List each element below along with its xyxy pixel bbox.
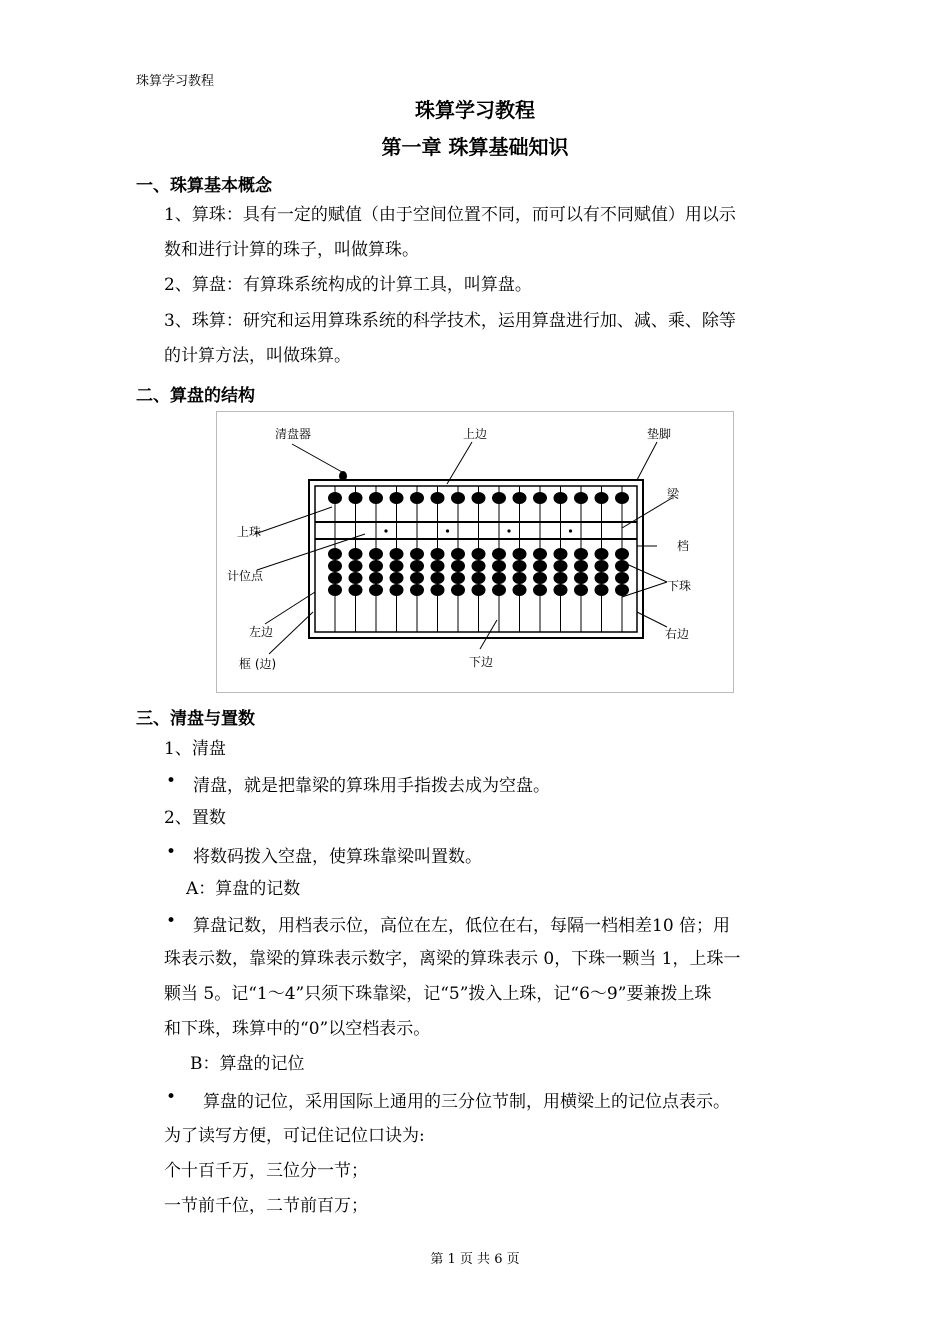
section-3-heading: 三、清盘与置数 bbox=[136, 709, 255, 729]
lower-bead bbox=[472, 572, 486, 584]
bullet-dot: • bbox=[166, 842, 177, 862]
sec3-subA-bullet: 算盘记数，用档表示位，高位在左，低位在右，每隔一档相差10 倍；用 bbox=[193, 916, 731, 936]
upper-bead bbox=[492, 492, 506, 504]
running-header: 珠算学习教程 bbox=[136, 74, 215, 89]
sec1-item1-line1: 1、算珠：具有一定的赋值（由于空间位置不同，而可以有不同赋值）用以示 bbox=[164, 205, 736, 225]
upper-bead bbox=[554, 492, 568, 504]
lower-bead bbox=[472, 560, 486, 572]
lower-bead bbox=[554, 548, 568, 560]
lower-bead bbox=[328, 560, 342, 572]
lower-bead bbox=[595, 584, 609, 596]
label-shangzhu: 上珠 bbox=[237, 525, 262, 539]
label-youbian: 右边 bbox=[665, 627, 690, 641]
lower-bead bbox=[328, 584, 342, 596]
lower-bead bbox=[431, 560, 445, 572]
label-xiazhu: 下珠 bbox=[667, 579, 692, 593]
chapter-title: 第一章 珠算基础知识 bbox=[381, 135, 569, 159]
lower-bead bbox=[615, 548, 629, 560]
lower-bead bbox=[390, 560, 404, 572]
lower-bead bbox=[410, 548, 424, 560]
lower-bead bbox=[369, 560, 383, 572]
sec3-line-a: 为了读写方便，可记住记位口诀为: bbox=[164, 1126, 425, 1146]
upper-bead bbox=[328, 492, 342, 504]
lower-bead bbox=[431, 584, 445, 596]
label-liang: 梁 bbox=[667, 487, 680, 501]
lower-bead bbox=[410, 560, 424, 572]
label-kuang: 框 (边) bbox=[239, 657, 277, 671]
lower-bead bbox=[554, 584, 568, 596]
lower-bead bbox=[554, 560, 568, 572]
abacus-diagram bbox=[217, 412, 733, 692]
lower-bead bbox=[431, 572, 445, 584]
sec1-item3-line1: 3、珠算：研究和运用算珠系统的科学技术，运用算盘进行加、减、乘、除等 bbox=[164, 311, 736, 331]
label-dang: 档 bbox=[677, 539, 690, 553]
lower-bead bbox=[595, 560, 609, 572]
sec3-subA-line4: 和下珠，珠算中的“0”以空档表示。 bbox=[164, 1019, 431, 1039]
lower-bead bbox=[492, 560, 506, 572]
lower-bead bbox=[513, 584, 527, 596]
doc-title: 珠算学习教程 bbox=[415, 98, 535, 122]
upper-bead bbox=[595, 492, 609, 504]
lower-bead bbox=[595, 548, 609, 560]
sec3-subA-line3: 颗当 5。记“1～4”只须下珠靠梁，记“5”拨入上珠，记“6～9”要兼拨上珠 bbox=[164, 984, 712, 1004]
sec3-subA-line2: 珠表示数，靠梁的算珠表示数字，离梁的算珠表示 0，下珠一颗当 1，上珠一 bbox=[164, 949, 741, 969]
lower-bead bbox=[390, 572, 404, 584]
lower-bead bbox=[472, 548, 486, 560]
sec3-line-b: 个十百千万，三位分一节； bbox=[164, 1161, 368, 1181]
lower-bead bbox=[574, 572, 588, 584]
position-dot bbox=[569, 529, 572, 532]
label-dianjiao: 垫脚 bbox=[647, 427, 672, 441]
lower-bead bbox=[410, 572, 424, 584]
lower-bead bbox=[390, 548, 404, 560]
lower-bead bbox=[615, 584, 629, 596]
upper-bead bbox=[574, 492, 588, 504]
lower-bead bbox=[349, 572, 363, 584]
upper-bead bbox=[390, 492, 404, 504]
label-xiabian: 下边 bbox=[469, 655, 494, 669]
lower-bead bbox=[369, 584, 383, 596]
lower-bead bbox=[533, 584, 547, 596]
sec3-line-c: 一节前千位，二节前百万； bbox=[164, 1196, 368, 1216]
lower-bead bbox=[533, 560, 547, 572]
sec3-sub2: 2、置数 bbox=[164, 808, 226, 828]
lower-bead bbox=[492, 548, 506, 560]
lower-bead bbox=[595, 572, 609, 584]
upper-bead bbox=[472, 492, 486, 504]
lower-bead bbox=[349, 584, 363, 596]
upper-bead bbox=[431, 492, 445, 504]
lower-bead bbox=[328, 572, 342, 584]
label-shangbian: 上边 bbox=[463, 427, 488, 441]
section-2-heading: 二、算盘的结构 bbox=[136, 386, 255, 406]
section-1-heading: 一、珠算基本概念 bbox=[136, 176, 272, 196]
sec1-item2: 2、算盘：有算珠系统构成的计算工具，叫算盘。 bbox=[164, 275, 532, 295]
sec3-subB: B：算盘的记位 bbox=[190, 1054, 305, 1074]
sec3-sub1: 1、清盘 bbox=[164, 739, 226, 759]
lower-bead bbox=[513, 548, 527, 560]
lower-bead bbox=[390, 584, 404, 596]
label-jiweidian: 计位点 bbox=[227, 569, 264, 583]
position-dot bbox=[507, 529, 510, 532]
label-zuobian: 左边 bbox=[249, 625, 274, 639]
lower-bead bbox=[451, 548, 465, 560]
page-footer: 第 1 页 共 6 页 bbox=[430, 1252, 520, 1267]
lower-bead bbox=[369, 548, 383, 560]
bullet-dot: • bbox=[166, 911, 177, 931]
position-dot bbox=[446, 529, 449, 532]
lower-bead bbox=[533, 572, 547, 584]
sec1-item3-line2: 的计算方法，叫做珠算。 bbox=[164, 346, 351, 366]
lower-bead bbox=[513, 560, 527, 572]
upper-bead bbox=[451, 492, 465, 504]
sec3-subB-bullet: 算盘的记位，采用国际上通用的三分位节制，用横梁上的记位点表示。 bbox=[203, 1092, 730, 1112]
upper-bead bbox=[410, 492, 424, 504]
lower-bead bbox=[431, 548, 445, 560]
lower-bead bbox=[451, 572, 465, 584]
bullet-dot: • bbox=[166, 1087, 177, 1107]
lower-bead bbox=[451, 560, 465, 572]
lower-bead bbox=[349, 548, 363, 560]
abacus-figure bbox=[216, 411, 734, 693]
lower-bead bbox=[574, 560, 588, 572]
lower-bead bbox=[615, 560, 629, 572]
position-dot bbox=[384, 529, 387, 532]
upper-bead bbox=[369, 492, 383, 504]
sec1-item1-line2: 数和进行计算的珠子，叫做算珠。 bbox=[164, 240, 419, 260]
lower-bead bbox=[615, 572, 629, 584]
sec3-subA: A：算盘的记数 bbox=[186, 879, 301, 899]
lower-bead bbox=[513, 572, 527, 584]
lower-bead bbox=[369, 572, 383, 584]
upper-bead bbox=[513, 492, 527, 504]
lower-bead bbox=[472, 584, 486, 596]
lower-bead bbox=[328, 548, 342, 560]
lower-bead bbox=[410, 584, 424, 596]
label-qingpanqi: 清盘器 bbox=[275, 427, 312, 441]
lower-bead bbox=[574, 548, 588, 560]
lower-bead bbox=[533, 548, 547, 560]
upper-bead bbox=[349, 492, 363, 504]
lower-bead bbox=[492, 584, 506, 596]
upper-bead bbox=[615, 492, 629, 504]
upper-bead bbox=[533, 492, 547, 504]
lower-bead bbox=[554, 572, 568, 584]
lower-bead bbox=[349, 560, 363, 572]
lower-bead bbox=[574, 584, 588, 596]
sec3-sub1-bullet: 清盘，就是把靠梁的算珠用手指拨去成为空盘。 bbox=[193, 776, 550, 796]
sec3-sub2-bullet: 将数码拨入空盘，使算珠靠梁叫置数。 bbox=[193, 847, 482, 867]
lower-bead bbox=[451, 584, 465, 596]
bullet-dot: • bbox=[166, 771, 177, 791]
lower-bead bbox=[492, 572, 506, 584]
